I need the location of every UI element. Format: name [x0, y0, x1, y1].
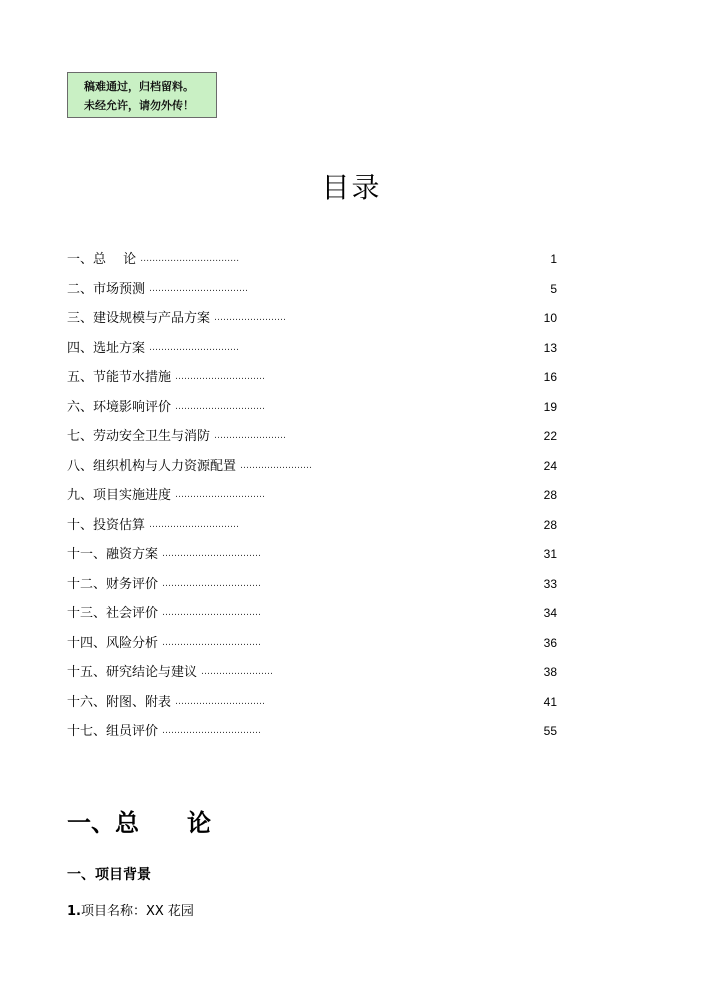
toc-leader-dots: ……………………………	[162, 726, 262, 736]
toc-entry[interactable]	[67, 542, 557, 572]
toc-entry[interactable]	[67, 483, 557, 513]
toc-page-number: 41	[543, 694, 557, 709]
toc-entry[interactable]	[67, 336, 557, 366]
toc-entry-label: 十、投资估算	[67, 517, 146, 533]
toc-entry-label: 八、组织机构与人力资源配置	[67, 458, 237, 474]
toc-entry[interactable]	[67, 424, 557, 454]
toc-leader-dots: ……………………………	[162, 578, 262, 589]
toc-leader-dots: ……………………………	[162, 637, 262, 648]
project-name-line	[67, 900, 194, 919]
approval-stamp	[67, 72, 217, 118]
toc-leader-dots: ……………………………	[162, 608, 262, 618]
toc-entry-label: 十七、组员评价	[67, 724, 159, 739]
toc-entry-label: 三、建设规模与产品方案	[67, 311, 211, 326]
toc-page-number: 16	[543, 370, 557, 384]
toc-entry[interactable]	[67, 454, 557, 484]
toc-entry-label: 九、项目实施进度	[67, 488, 172, 503]
toc-leader-dots: ……………………	[240, 460, 313, 471]
toc-page-number: 34	[543, 606, 557, 620]
stamp-line-2: 未经允许，请勿外传！	[84, 99, 194, 112]
toc-page-number: 28	[543, 488, 557, 502]
toc-entry-label: 四、选址方案	[67, 340, 146, 356]
toc-title: 目录	[321, 171, 382, 204]
toc-page-number: 5	[550, 281, 557, 296]
toc-leader-dots: ……………………	[201, 667, 274, 677]
toc-leader-dots: …………………………	[175, 372, 266, 382]
section-heading: 一、总 论	[67, 808, 211, 837]
toc-entry[interactable]	[67, 572, 557, 602]
toc-page-number: 13	[543, 340, 557, 355]
toc-entry[interactable]	[67, 306, 557, 336]
toc-leader-dots: …………………………	[149, 519, 240, 530]
toc-entry-label: 五、节能节水措施	[67, 370, 172, 385]
toc-entry-label: 十三、社会评价	[67, 606, 159, 621]
toc-entry[interactable]	[67, 690, 557, 720]
toc-page-number: 33	[543, 576, 557, 591]
toc-page-number: 24	[543, 458, 557, 473]
toc-entry-label: 六、环境影响评价	[67, 399, 172, 415]
toc-entry-label: 十五、研究结论与建议	[67, 665, 198, 680]
sub-heading: 一、项目背景	[67, 867, 151, 883]
toc-entry[interactable]	[67, 365, 557, 395]
toc-entry-label: 七、劳动安全卫生与消防	[67, 429, 211, 444]
toc-entry-label: 十四、风险分析	[67, 635, 159, 651]
table-of-contents	[67, 247, 557, 749]
toc-entry[interactable]	[67, 601, 557, 631]
toc-page-number: 22	[543, 429, 557, 443]
toc-entry[interactable]	[67, 719, 557, 749]
toc-entry-label: 十一、融资方案	[67, 547, 159, 562]
toc-page-number: 38	[543, 665, 557, 679]
toc-page-number: 55	[543, 724, 557, 738]
toc-leader-dots: ……………………	[214, 431, 287, 441]
toc-entry-label: 十二、财务评价	[67, 576, 159, 592]
toc-leader-dots: ……………………	[214, 313, 287, 323]
toc-leader-dots: ……………………………	[140, 254, 240, 264]
toc-leader-dots: …………………………	[175, 401, 266, 412]
toc-entry[interactable]	[67, 513, 557, 543]
toc-leader-dots: …………………………	[149, 342, 240, 353]
toc-entry-label: 二、市场预测	[67, 281, 146, 297]
toc-leader-dots: ……………………………	[162, 549, 262, 559]
toc-page-number: 28	[543, 517, 557, 532]
item-number: 1.	[67, 904, 81, 919]
item-text: 项目名称：XX 花园	[80, 904, 194, 919]
toc-entry[interactable]	[67, 247, 557, 277]
toc-entry[interactable]	[67, 277, 557, 307]
toc-entry-label: 十六、附图、附表	[67, 694, 172, 710]
toc-leader-dots: …………………………	[175, 490, 266, 500]
toc-page-number: 31	[543, 547, 557, 561]
toc-entry[interactable]	[67, 631, 557, 661]
toc-leader-dots: ……………………………	[149, 283, 249, 294]
toc-leader-dots: …………………………	[175, 696, 266, 707]
toc-page-number: 19	[543, 399, 557, 414]
toc-entry[interactable]	[67, 660, 557, 690]
toc-page-number: 1	[550, 252, 557, 266]
toc-entry-label: 一、总 论	[67, 252, 137, 267]
stamp-line-1: 稿难通过，归档留料。	[84, 80, 194, 93]
toc-entry[interactable]	[67, 395, 557, 425]
toc-page-number: 36	[543, 635, 557, 650]
toc-page-number: 10	[543, 311, 557, 325]
